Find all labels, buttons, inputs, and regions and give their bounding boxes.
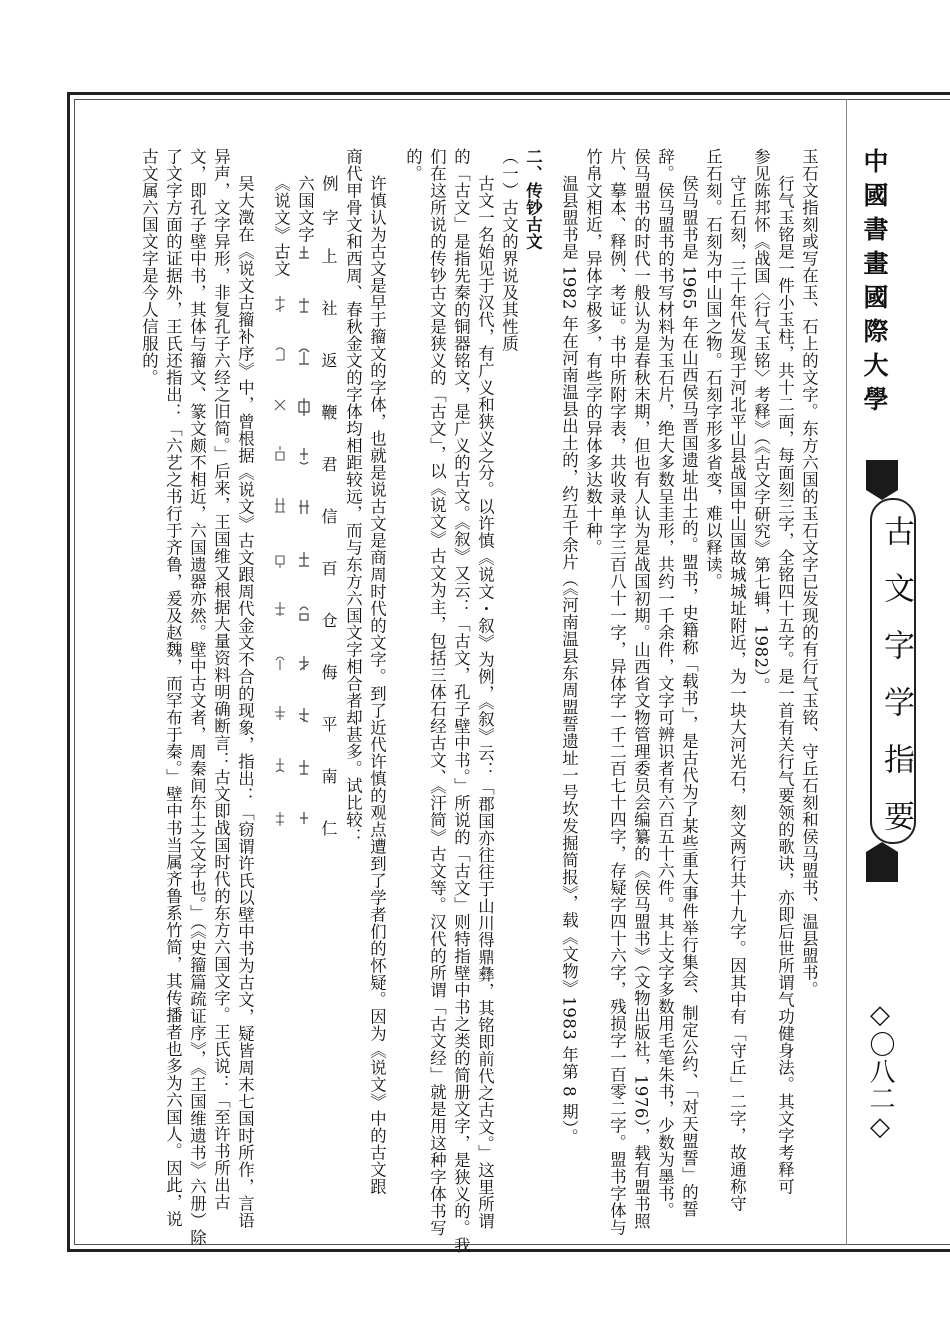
ancient-glyph: [299, 398, 309, 416]
text-column: 古文一名始见于汉代，有广义和狭义之分。以许慎《说文・叙》为例，《叙》云：「郡国亦往往于山川得鼎彝，其铭即前代之古文。」这里所谓: [475, 175, 495, 1230]
ancient-glyph: [299, 708, 309, 722]
ancient-glyph: [299, 349, 309, 364]
table-cell: 侮: [319, 664, 338, 681]
text-column: 丘石刻。石刻为中山国之物。石刻字形多省变，难以释读。: [703, 148, 723, 590]
text-column: 文，即孔子壁中书，其体与籀文、篆文颇不相近，六国遗器亦然。壁中古文者，周秦间东土之文字也。」（《史籀篇疏证序》，《王国维遗书》六册）除: [187, 148, 207, 1246]
table-cell: 百: [319, 560, 338, 577]
text-column: 片、摹本、释例、考证。书中所附字表，共收录单字三百八十一字，异体字一千二百七十四字，存疑字四十六字，残损字一百零二字。盟书字体与: [607, 148, 627, 1236]
text-column: 商代甲骨文和西周、春秋金文的字体均相距较远，而与东方六国文字相合者却甚多。试比较：: [343, 148, 363, 845]
table-cell: 平: [319, 716, 338, 733]
table-cell: 社: [319, 300, 338, 317]
ancient-glyph: [299, 760, 309, 774]
ancient-glyph: [275, 296, 285, 312]
table-row-label: 六国文字: [295, 175, 315, 243]
table-row-label: 《说文》古文: [271, 175, 291, 277]
ancient-glyph: [300, 448, 308, 464]
ancient-glyph: [276, 348, 284, 360]
page-number: ◇〇八二◇: [865, 1000, 895, 1143]
ancient-glyph: [275, 400, 285, 410]
text-column: 侯马盟书的时代一般认为是春秋末期，但也有人认为是战国初期。山西省文物管理委员会编纂的《侯马盟书》（文物出版社，1976），载有盟书照: [631, 148, 651, 1230]
sidebar-divider: [846, 99, 847, 1245]
text-column: 竹帛文相近，异体字极多，有些字的异体多达数十种。: [583, 148, 603, 556]
table-cell: 信: [319, 508, 338, 525]
text-column: 异声，文字异形，非复孔子六经之旧简。」后来，王国维又根据大量资料明确断言：古文即战国时代的东方六国文字。王氏说：「至许书所出古: [211, 148, 231, 1211]
text-column: 辞。侯马盟书的书写材料为玉石片，绝大多数呈圭形，共约一千余件，文字可辨识者有六百五十六件。其上文字多数用毛笔朱书，少数为墨书。: [655, 148, 675, 1219]
ancient-glyph: [276, 812, 284, 826]
subsection-heading: （一）古文的界说及其性质: [499, 148, 519, 352]
ancient-glyph: [300, 812, 308, 824]
text-column: 古文属六国文字是今人信服的。: [139, 148, 159, 386]
ancient-glyph: [299, 552, 309, 566]
ancient-glyph: [276, 657, 284, 670]
ancient-glyph: [299, 500, 309, 514]
text-column: 玉石文指刻或写在玉、石上的文字。东方六国的玉石文字已发现的有行气玉铭、守丘石刻和侯马盟书、温县盟书。: [799, 148, 819, 998]
ancient-glyph: [299, 298, 309, 312]
table-cell: 南: [319, 768, 338, 785]
ancient-glyph: [275, 498, 285, 512]
book-title: 古文字学指要: [878, 515, 914, 857]
university-name: 中國書畫國際大學: [860, 148, 889, 420]
table-row-label: 例 字: [319, 175, 339, 226]
ancient-glyph: [276, 758, 284, 772]
text-column: 了文字方面的证据外，王氏还指出：「六艺之书行于齐鲁，爰及赵魏，而罕布于秦。」壁中书当属齐鲁系竹简，其传播者也多为六国人。因此，说: [163, 148, 183, 1228]
text-column: 参见陈邦怀《战国〈行气玉铭〉考释》（《古文字研究》第七辑，1982）。: [751, 148, 771, 695]
table-cell: 仁: [319, 820, 338, 837]
ancient-glyph-row: [294, 240, 314, 880]
ancient-glyph: [299, 656, 309, 670]
text-column: 许慎认为古文是早于籀文的字体，也就是说古文是商周时代的文字。到了近代许慎的观点遭到了学者们的怀疑。因为《说文》中的古文跟: [367, 175, 387, 1195]
ancient-glyph: [276, 446, 284, 460]
text-column: 吴大澂在《说文古籀补序》中，曾根据《说文》古文跟周代金文不合的现象，指出：「窃谓许氏以壁中书为古文，疑皆周末七国时所作，言语: [235, 175, 255, 1229]
text-column: 行气玉铭是一件小玉柱，共十二面，每面刻三字，全铭四十五字。是一首有关行气要领的歌诀，亦即后世所谓气功健身法。其文字考释可: [775, 175, 795, 1195]
table-cell: 仓: [319, 612, 338, 629]
text-column: 侯马盟书是 1965 年在山西侯马晋国遗址出土的。盟书，史籍称「载书」，是古代为了某些重大事件举行集会、制定公约、「对天盟誓」的誓: [679, 175, 699, 1218]
table-cell: 上: [319, 248, 338, 265]
text-column: 的「古文」是指先秦的铜器铭文，是广义的古文。《叙》又云：「古文，孔子壁中书。」所说的「古文」则特指壁中书之类的简册文字，是狭义的。我: [451, 148, 471, 1254]
text-column: 守丘石刻，三十年代发现于河北平山县战国中山国故城城址附近，为一块大河光石，刻文两行共十九字。因其中有「守丘」二字，故通称守: [727, 175, 747, 1212]
ancient-glyph: [276, 252, 284, 258]
table-cell: 返: [319, 352, 338, 369]
ancient-glyph: [275, 706, 285, 720]
ancient-glyph: [299, 246, 309, 258]
ancient-glyph-row: [270, 240, 290, 880]
text-column: 们在这所说的传钞古文是狭义的「古文」，以《说文》古文为主，包括三体石经古文、《汗简》古文等。汉代的所谓「古文经」就是用这种字体书写: [427, 148, 447, 1237]
section-heading: 二、传钞古文: [523, 148, 543, 250]
ancient-glyph: [276, 556, 284, 568]
table-cell: 君: [319, 456, 338, 473]
text-column: 温县盟书是 1982 年在河南温县出土的，约五千余片（《河南温县东周盟誓遗址一号坎发掘简报》，载《文物》1983 年第 8 期）。: [559, 175, 579, 1146]
ancient-glyph: [275, 602, 285, 616]
ancient-glyph: [300, 607, 308, 620]
table-cell: 鞭: [319, 404, 338, 421]
text-column: 的。: [403, 148, 423, 182]
